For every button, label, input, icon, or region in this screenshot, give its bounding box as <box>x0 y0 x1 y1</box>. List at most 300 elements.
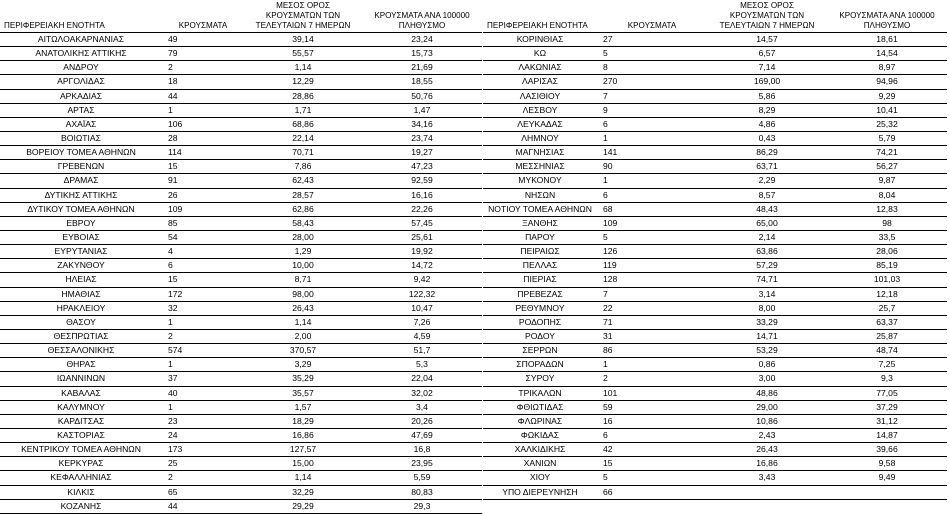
cell-avg: 2,00 <box>244 329 362 343</box>
cell-per-100k: 25,61 <box>362 230 482 244</box>
cell-cases: 1 <box>162 315 244 329</box>
table-row <box>483 259 947 273</box>
cell-avg: 74,71 <box>707 273 827 287</box>
cell-cases: 9 <box>597 103 707 117</box>
cell-avg: 0,43 <box>707 131 827 145</box>
cell-cases: 24 <box>162 428 244 442</box>
cell-cases: 6 <box>597 428 707 442</box>
table-row <box>0 358 482 372</box>
cell-per-100k: 9,42 <box>362 273 482 287</box>
cell-avg: 1,57 <box>244 400 362 414</box>
table-row <box>483 443 947 457</box>
cell-avg: 70,71 <box>244 146 362 160</box>
cell-cases: 114 <box>162 146 244 160</box>
cell-per-100k: 18,55 <box>362 75 482 89</box>
cell-cases: 23 <box>162 414 244 428</box>
cell-cases: 270 <box>597 75 707 89</box>
cell-cases: 59 <box>597 400 707 414</box>
left-table-panel <box>0 1 482 514</box>
table-row <box>0 230 482 244</box>
table-row <box>0 386 482 400</box>
cell-cases: 2 <box>162 471 244 485</box>
cell-per-100k: 50,76 <box>362 89 482 103</box>
table-row <box>0 471 482 485</box>
cell-cases: 2 <box>162 329 244 343</box>
cell-avg: 14,71 <box>707 329 827 343</box>
cell-per-100k: 5,3 <box>362 358 482 372</box>
cell-region: ΒΟΡΕΙΟΥ ΤΟΜΕΑ ΑΘΗΝΩΝ <box>0 146 162 160</box>
cases-table-right <box>483 1 947 500</box>
cell-avg: 63,71 <box>707 160 827 174</box>
cell-per-100k: 29,3 <box>362 499 482 513</box>
table-row <box>0 372 482 386</box>
cell-per-100k: 80,83 <box>362 485 482 499</box>
cell-region: ΘΕΣΣΑΛΟΝΙΚΗΣ <box>0 344 162 358</box>
cell-cases: 119 <box>597 259 707 273</box>
cell-region: ΕΒΡΟΥ <box>0 216 162 230</box>
cell-per-100k: 9,49 <box>827 471 947 485</box>
cell-per-100k: 14,54 <box>827 47 947 61</box>
cell-avg: 1,71 <box>244 103 362 117</box>
cell-per-100k: 48,74 <box>827 344 947 358</box>
cell-per-100k: 7,25 <box>827 358 947 372</box>
cell-region: ΜΑΓΝΗΣΙΑΣ <box>483 146 597 160</box>
table-row <box>483 117 947 131</box>
cell-per-100k: 122,32 <box>362 287 482 301</box>
cell-region: ΠΑΡΟΥ <box>483 230 597 244</box>
cell-region: ΕΥΡΥΤΑΝΙΑΣ <box>0 245 162 259</box>
cell-region: ΡΟΔΟΠΗΣ <box>483 315 597 329</box>
table-row <box>483 273 947 287</box>
cell-region: ΦΩΚΙΔΑΣ <box>483 428 597 442</box>
cell-per-100k: 18,61 <box>827 33 947 47</box>
cell-per-100k: 19,92 <box>362 245 482 259</box>
cell-region: ΧΑΝΙΩΝ <box>483 457 597 471</box>
table-row <box>483 287 947 301</box>
cell-avg: 18,29 <box>244 414 362 428</box>
cell-cases: 4 <box>162 245 244 259</box>
cell-per-100k: 85,19 <box>827 259 947 273</box>
cell-per-100k: 28,06 <box>827 245 947 259</box>
cell-region: ΚΑΣΤΟΡΙΑΣ <box>0 428 162 442</box>
cell-region: ΖΑΚΥΝΘΟΥ <box>0 259 162 273</box>
cell-avg: 98,00 <box>244 287 362 301</box>
cell-cases: 79 <box>162 47 244 61</box>
cell-cases: 128 <box>597 273 707 287</box>
cell-avg: 3,00 <box>707 372 827 386</box>
cell-cases: 86 <box>597 344 707 358</box>
table-row <box>0 117 482 131</box>
table-row <box>483 414 947 428</box>
cell-per-100k: 21,69 <box>362 61 482 75</box>
cell-per-100k: 10,41 <box>827 103 947 117</box>
cell-region: ΛΑΣΙΘΙΟΥ <box>483 89 597 103</box>
cell-region: ΙΩΑΝΝΙΝΩΝ <box>0 372 162 386</box>
cell-avg: 6,57 <box>707 47 827 61</box>
cell-per-100k: 4,59 <box>362 329 482 343</box>
table-row <box>0 287 482 301</box>
cell-avg: 57,29 <box>707 259 827 273</box>
cell-cases: 101 <box>597 386 707 400</box>
cell-region: ΜΕΣΣΗΝΙΑΣ <box>483 160 597 174</box>
cell-cases: 15 <box>162 160 244 174</box>
cell-avg: 33,29 <box>707 315 827 329</box>
cell-region: ΘΗΡΑΣ <box>0 358 162 372</box>
cell-region: ΚΕΦΑΛΛΗΝΙΑΣ <box>0 471 162 485</box>
table-row <box>483 428 947 442</box>
table-row <box>483 61 947 75</box>
cell-avg: 1,14 <box>244 471 362 485</box>
cell-per-100k <box>827 485 947 499</box>
cell-cases: 66 <box>597 485 707 499</box>
cell-avg: 29,00 <box>707 400 827 414</box>
table-header-row <box>0 1 482 33</box>
cell-cases: 109 <box>597 216 707 230</box>
cell-cases: 40 <box>162 386 244 400</box>
cell-cases: 126 <box>597 245 707 259</box>
cell-per-100k: 16,8 <box>362 443 482 457</box>
table-row <box>483 358 947 372</box>
cell-avg: 62,43 <box>244 174 362 188</box>
cell-cases: 44 <box>162 499 244 513</box>
cell-region: ΚΙΛΚΙΣ <box>0 485 162 499</box>
cell-avg: 68,86 <box>244 117 362 131</box>
cell-avg: 53,29 <box>707 344 827 358</box>
cell-region: ΦΛΩΡΙΝΑΣ <box>483 414 597 428</box>
table-row <box>483 245 947 259</box>
cell-per-100k: 10,47 <box>362 301 482 315</box>
cell-avg: 4,86 <box>707 117 827 131</box>
cell-region: ΑΡΤΑΣ <box>0 103 162 117</box>
cell-region: ΚΩ <box>483 47 597 61</box>
header-cases: ΚΡΟΥΣΜΑΤΑ <box>597 1 707 33</box>
table-row <box>483 329 947 343</box>
cell-cases: 1 <box>597 131 707 145</box>
cell-avg: 8,57 <box>707 188 827 202</box>
cell-region: ΑΙΤΩΛΟΑΚΑΡΝΑΝΙΑΣ <box>0 33 162 47</box>
table-row <box>483 485 947 499</box>
table-row <box>0 400 482 414</box>
cell-avg: 39,14 <box>244 33 362 47</box>
cell-per-100k: 8,97 <box>827 61 947 75</box>
cell-region: ΔΥΤΙΚΗΣ ΑΤΤΙΚΗΣ <box>0 188 162 202</box>
table-row <box>483 400 947 414</box>
cell-region: ΠΙΕΡΙΑΣ <box>483 273 597 287</box>
cell-region: ΧΑΛΚΙΔΙΚΗΣ <box>483 443 597 457</box>
cell-region: ΑΧΑΪΑΣ <box>0 117 162 131</box>
cell-per-100k: 23,95 <box>362 457 482 471</box>
cell-per-100k: 9,29 <box>827 89 947 103</box>
cell-cases: 15 <box>162 273 244 287</box>
cell-per-100k: 31,12 <box>827 414 947 428</box>
table-row <box>0 33 482 47</box>
cell-region: ΚΕΡΚΥΡΑΣ <box>0 457 162 471</box>
cell-per-100k: 8,04 <box>827 188 947 202</box>
cell-cases: 1 <box>597 174 707 188</box>
cell-per-100k: 56,27 <box>827 160 947 174</box>
cell-per-100k: 23,24 <box>362 33 482 47</box>
cell-region: ΛΗΜΝΟΥ <box>483 131 597 145</box>
cell-cases: 85 <box>162 216 244 230</box>
cell-avg: 5,86 <box>707 89 827 103</box>
cell-avg: 2,29 <box>707 174 827 188</box>
cell-avg: 26,43 <box>707 443 827 457</box>
table-row <box>0 160 482 174</box>
cell-avg: 28,86 <box>244 89 362 103</box>
table-row <box>483 160 947 174</box>
table-row <box>483 386 947 400</box>
cell-region: ΞΑΝΘΗΣ <box>483 216 597 230</box>
cell-per-100k: 19,27 <box>362 146 482 160</box>
cell-avg: 16,86 <box>244 428 362 442</box>
table-row <box>0 428 482 442</box>
cell-per-100k: 12,83 <box>827 202 947 216</box>
table-row <box>0 485 482 499</box>
cell-avg: 3,29 <box>244 358 362 372</box>
cell-region: ΥΠΟ ΔΙΕΡΕΥΝΗΣΗ <box>483 485 597 499</box>
cell-avg: 3,14 <box>707 287 827 301</box>
cell-avg <box>707 485 827 499</box>
cell-per-100k: 92,59 <box>362 174 482 188</box>
cell-region: ΚΑΛΥΜΝΟΥ <box>0 400 162 414</box>
cell-avg: 169,00 <box>707 75 827 89</box>
cell-cases: 2 <box>162 61 244 75</box>
cell-cases: 26 <box>162 188 244 202</box>
cell-avg: 26,43 <box>244 301 362 315</box>
cell-region: ΚΕΝΤΡΙΚΟΥ ΤΟΜΕΑ ΑΘΗΝΩΝ <box>0 443 162 457</box>
cell-region: ΑΝΑΤΟΛΙΚΗΣ ΑΤΤΙΚΗΣ <box>0 47 162 61</box>
cell-cases: 37 <box>162 372 244 386</box>
cell-avg: 28,00 <box>244 230 362 244</box>
cell-per-100k: 39,66 <box>827 443 947 457</box>
header-cases: ΚΡΟΥΣΜΑΤΑ <box>162 1 244 33</box>
table-row <box>483 315 947 329</box>
table-row <box>0 89 482 103</box>
cell-region: ΜΥΚΟΝΟΥ <box>483 174 597 188</box>
header-avg: ΜΕΣΟΣ ΟΡΟΣ ΚΡΟΥΣΜΑΤΩΝ ΤΩΝ ΤΕΛΕΥΤΑΙΩΝ 7 ΗΜΕΡΩΝ <box>707 1 827 33</box>
cell-avg: 48,86 <box>707 386 827 400</box>
cell-avg: 14,57 <box>707 33 827 47</box>
cell-region: ΗΡΑΚΛΕΙΟΥ <box>0 301 162 315</box>
cell-per-100k: 98 <box>827 216 947 230</box>
table-row <box>0 315 482 329</box>
cell-region: ΑΡΓΟΛΙΔΑΣ <box>0 75 162 89</box>
cell-per-100k: 9,87 <box>827 174 947 188</box>
table-row <box>483 230 947 244</box>
cell-region: ΚΑΡΔΙΤΣΑΣ <box>0 414 162 428</box>
header-region: ΠΕΡΙΦΕΡΕΙΑΚΗ ΕΝΟΤΗΤΑ <box>0 1 162 33</box>
cell-avg: 7,86 <box>244 160 362 174</box>
table-row <box>0 457 482 471</box>
table-row <box>0 131 482 145</box>
table-row <box>483 188 947 202</box>
cell-per-100k: 63,37 <box>827 315 947 329</box>
cell-cases: 5 <box>597 230 707 244</box>
cell-region: ΠΕΛΛΑΣ <box>483 259 597 273</box>
cell-cases: 1 <box>597 358 707 372</box>
cell-cases: 90 <box>597 160 707 174</box>
table-row <box>0 146 482 160</box>
cell-per-100k: 77,05 <box>827 386 947 400</box>
table-row <box>483 103 947 117</box>
cell-region: ΒΟΙΩΤΙΑΣ <box>0 131 162 145</box>
cell-cases: 7 <box>597 89 707 103</box>
cell-per-100k: 15,73 <box>362 47 482 61</box>
cell-per-100k: 57,45 <box>362 216 482 230</box>
cell-avg: 63,86 <box>707 245 827 259</box>
table-row <box>483 47 947 61</box>
cell-region: ΡΟΔΟΥ <box>483 329 597 343</box>
table-row <box>0 301 482 315</box>
table-row <box>0 414 482 428</box>
cell-per-100k: 5,79 <box>827 131 947 145</box>
cell-per-100k: 34,16 <box>362 117 482 131</box>
cell-per-100k: 14,72 <box>362 259 482 273</box>
cell-cases: 6 <box>597 117 707 131</box>
cell-cases: 25 <box>162 457 244 471</box>
cell-region: ΛΕΣΒΟΥ <box>483 103 597 117</box>
cell-region: ΛΕΥΚΑΔΑΣ <box>483 117 597 131</box>
table-row <box>0 344 482 358</box>
cell-per-100k: 37,29 <box>827 400 947 414</box>
cell-per-100k: 23,74 <box>362 131 482 145</box>
table-row <box>483 89 947 103</box>
cell-avg: 22,14 <box>244 131 362 145</box>
cell-region: ΣΕΡΡΩΝ <box>483 344 597 358</box>
header-per-100k: ΚΡΟΥΣΜΑΤΑ ΑΝΑ 100000 ΠΛΗΘΥΣΜΟ <box>362 1 482 33</box>
table-header-row <box>483 1 947 33</box>
cell-avg: 28,57 <box>244 188 362 202</box>
cell-per-100k: 20,26 <box>362 414 482 428</box>
cell-avg: 55,57 <box>244 47 362 61</box>
table-row <box>483 471 947 485</box>
cell-cases: 44 <box>162 89 244 103</box>
table-row <box>0 75 482 89</box>
cell-cases: 27 <box>597 33 707 47</box>
cell-cases: 109 <box>162 202 244 216</box>
table-row <box>0 174 482 188</box>
cell-avg: 3,43 <box>707 471 827 485</box>
table-row <box>0 47 482 61</box>
table-row <box>0 103 482 117</box>
cell-region: ΘΕΣΠΡΩΤΙΑΣ <box>0 329 162 343</box>
cell-cases: 32 <box>162 301 244 315</box>
cell-avg: 62,86 <box>244 202 362 216</box>
cell-avg: 86,29 <box>707 146 827 160</box>
table-row <box>0 443 482 457</box>
table-row <box>0 61 482 75</box>
cell-per-100k: 25,32 <box>827 117 947 131</box>
cell-per-100k: 14,87 <box>827 428 947 442</box>
cell-per-100k: 9,3 <box>827 372 947 386</box>
cell-cases: 7 <box>597 287 707 301</box>
cell-cases: 71 <box>597 315 707 329</box>
cell-cases: 31 <box>597 329 707 343</box>
cell-cases: 1 <box>162 103 244 117</box>
table-row <box>483 457 947 471</box>
cell-region: ΑΡΚΑΔΙΑΣ <box>0 89 162 103</box>
cell-region: ΠΡΕΒΕΖΑΣ <box>483 287 597 301</box>
cell-region: ΡΕΘΥΜΝΟΥ <box>483 301 597 315</box>
table-row <box>483 202 947 216</box>
cell-region: ΧΙΟΥ <box>483 471 597 485</box>
table-row <box>483 131 947 145</box>
cell-cases: 68 <box>597 202 707 216</box>
cell-cases: 91 <box>162 174 244 188</box>
cell-region: ΚΟΡΙΝΘΙΑΣ <box>483 33 597 47</box>
cell-per-100k: 32,02 <box>362 386 482 400</box>
header-region: ΠΕΡΙΦΕΡΕΙΑΚΗ ΕΝΟΤΗΤΑ <box>483 1 597 33</box>
cell-per-100k: 22,04 <box>362 372 482 386</box>
cell-avg: 32,29 <box>244 485 362 499</box>
cell-region: ΚΟΖΑΝΗΣ <box>0 499 162 513</box>
table-row <box>0 216 482 230</box>
table-row <box>483 146 947 160</box>
cell-avg: 65,00 <box>707 216 827 230</box>
table-row <box>483 344 947 358</box>
cell-per-100k: 7,26 <box>362 315 482 329</box>
cell-region: ΚΑΒΑΛΑΣ <box>0 386 162 400</box>
cell-region: ΤΡΙΚΑΛΩΝ <box>483 386 597 400</box>
cell-cases: 8 <box>597 61 707 75</box>
cell-per-100k: 101,03 <box>827 273 947 287</box>
table-row <box>483 216 947 230</box>
header-per-100k: ΚΡΟΥΣΜΑΤΑ ΑΝΑ 100000 ΠΛΗΘΥΣΜΟ <box>827 1 947 33</box>
cell-avg: 35,29 <box>244 372 362 386</box>
cell-avg: 2,14 <box>707 230 827 244</box>
table-row <box>0 245 482 259</box>
table-row <box>0 188 482 202</box>
table-row <box>0 329 482 343</box>
cell-avg: 1,29 <box>244 245 362 259</box>
cell-region: ΝΗΣΩΝ <box>483 188 597 202</box>
cell-avg: 8,29 <box>707 103 827 117</box>
cell-per-100k: 16,16 <box>362 188 482 202</box>
cell-region: ΝΟΤΙΟΥ ΤΟΜΕΑ ΑΘΗΝΩΝ <box>483 202 597 216</box>
cell-avg: 10,86 <box>707 414 827 428</box>
cell-avg: 15,00 <box>244 457 362 471</box>
cell-region: ΔΥΤΙΚΟΥ ΤΟΜΕΑ ΑΘΗΝΩΝ <box>0 202 162 216</box>
table-row <box>0 273 482 287</box>
cell-avg: 35,57 <box>244 386 362 400</box>
cell-avg: 1,14 <box>244 61 362 75</box>
cell-cases: 15 <box>597 457 707 471</box>
cell-region: ΣΥΡΟΥ <box>483 372 597 386</box>
table-row <box>0 259 482 273</box>
header-avg: ΜΕΣΟΣ ΟΡΟΣ ΚΡΟΥΣΜΑΤΩΝ ΤΩΝ ΤΕΛΕΥΤΑΙΩΝ 7 ΗΜΕΡΩΝ <box>244 1 362 33</box>
table-row <box>483 75 947 89</box>
cell-avg: 58,43 <box>244 216 362 230</box>
cell-region: ΛΑΡΙΣΑΣ <box>483 75 597 89</box>
cell-region: ΘΑΣΟΥ <box>0 315 162 329</box>
cell-region: ΦΘΙΩΤΙΔΑΣ <box>483 400 597 414</box>
cell-per-100k: 3,4 <box>362 400 482 414</box>
cell-cases: 6 <box>162 259 244 273</box>
cell-per-100k: 47,69 <box>362 428 482 442</box>
cell-cases: 65 <box>162 485 244 499</box>
cell-avg: 0,86 <box>707 358 827 372</box>
cell-per-100k: 22,26 <box>362 202 482 216</box>
cell-region: ΓΡΕΒΕΝΩΝ <box>0 160 162 174</box>
cell-avg: 8,00 <box>707 301 827 315</box>
cell-region: ΑΝΔΡΟΥ <box>0 61 162 75</box>
cell-region: ΗΛΕΙΑΣ <box>0 273 162 287</box>
cell-region: ΗΜΑΘΙΑΣ <box>0 287 162 301</box>
cell-avg: 10,00 <box>244 259 362 273</box>
cell-cases: 16 <box>597 414 707 428</box>
cell-region: ΣΠΟΡΑΔΩΝ <box>483 358 597 372</box>
cell-cases: 574 <box>162 344 244 358</box>
